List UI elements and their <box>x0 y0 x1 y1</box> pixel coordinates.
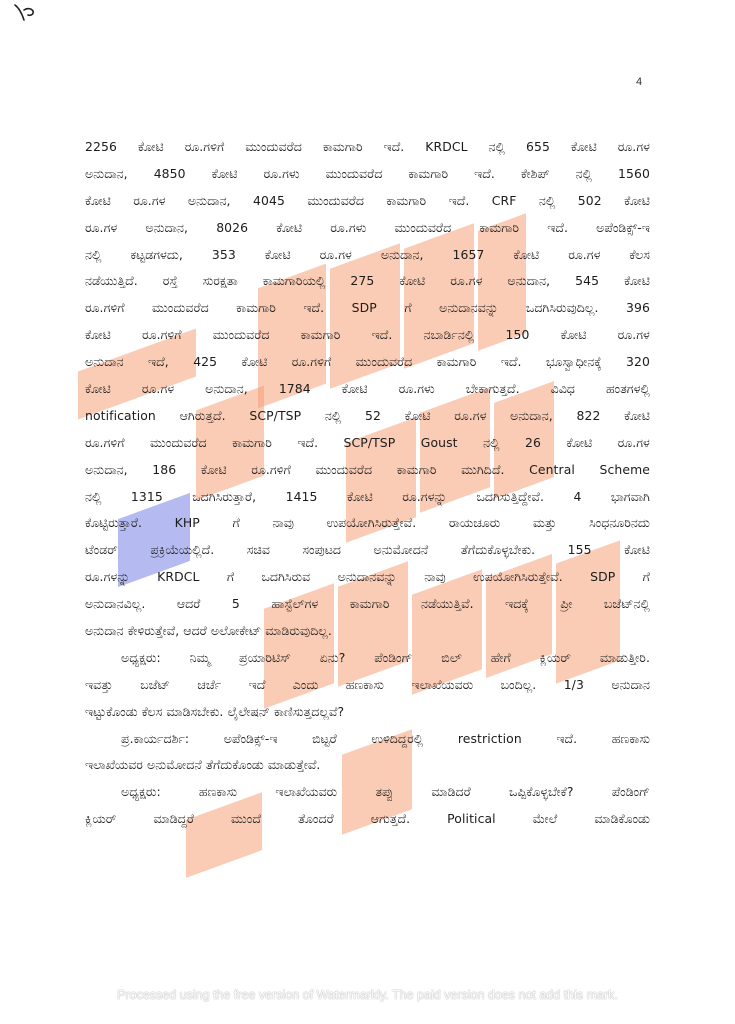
word: ಪ್ರೀ <box>560 596 573 612</box>
word: ಕೊಟ್ಟಿರುತ್ತಾರೆ. <box>85 515 143 531</box>
word: ಒದಗಿಸಿರುತ್ತಾರೆ, <box>192 488 257 504</box>
text-line <box>85 645 650 672</box>
word: ಹಣಕಾಸು <box>198 784 238 800</box>
word: ಮುಂದುವರೆದ <box>325 165 383 181</box>
word: ಕಾಮಗಾರಿಯಲ್ಲಿ <box>262 273 326 289</box>
text-line <box>85 806 650 833</box>
word: 425 <box>193 354 218 370</box>
word: ಇದೆ <box>248 676 266 692</box>
word: ರೂ.ಗಳನ್ನು <box>85 569 130 585</box>
word: ಮುಂದುವರೆದ <box>307 192 365 208</box>
word: ಇದೆ. <box>383 139 405 154</box>
word: ನಲ್ಲಿ <box>538 192 556 208</box>
word: ಕಾಮಗಾರಿ <box>322 139 363 154</box>
word: ಕೋಟಿ <box>264 246 291 262</box>
word: ಕೋಟಿ <box>624 273 650 289</box>
word: ಮುಂದೆ <box>231 811 261 827</box>
word: ಅನುದಾನ, <box>507 273 551 289</box>
word: ರೂ.ಗಳನ್ನು <box>402 488 448 504</box>
text-line <box>85 484 650 511</box>
word: ಬಿಲ್ <box>441 649 462 665</box>
word: ರೂ.ಗಳಿಗೆ <box>85 434 125 450</box>
word: ಗೆ <box>226 569 235 585</box>
word: ನಲ್ಲಿ <box>85 246 102 262</box>
word: ಅನುದಾನ, <box>145 219 189 235</box>
word: ರೂ.ಗಳ <box>617 139 650 154</box>
word: ರಾಯಚೂರು <box>448 515 501 531</box>
text-line <box>85 295 650 322</box>
word: ರೂ.ಗಳ <box>133 192 166 208</box>
word: ಅನುದಾನವಿಲ್ಲ. <box>85 596 146 612</box>
word: ಕೋಟಿ <box>341 381 368 397</box>
word: ರೂ.ಗಳ <box>617 434 650 450</box>
word: ಕೋಟಿ <box>137 139 164 154</box>
word: 320 <box>626 354 650 370</box>
word: ಇದೆ. <box>448 192 470 208</box>
word: ಇದೆ. <box>500 354 522 370</box>
word: ಇದೆ. <box>297 434 319 450</box>
word: ಇದೆ. <box>303 300 325 316</box>
word: ರೂ.ಗಳಿಗೆ <box>184 139 225 154</box>
text-line <box>85 564 650 591</box>
word: ಅಪೆಂಡಿಕ್ಸ್-ಇ <box>223 730 278 746</box>
word: ರೂ.ಗಳ <box>454 407 487 423</box>
word: ಗೆ <box>642 569 650 585</box>
word: ಕೋಟಿ <box>241 354 268 370</box>
word: ಪೆಂಡಿಂಗ್ <box>374 649 413 665</box>
word: ಮುಂದುವರೆದ <box>315 461 373 477</box>
word: ಅನುದಾನ, <box>510 407 553 423</box>
word: ಸಂಪುಟದ <box>302 542 342 558</box>
word: ಇದೆ. <box>474 165 495 181</box>
word: ಇದಕ್ಕೆ <box>505 596 529 612</box>
word: ಒದಗಿಸಿರುವುದಿಲ್ಲ. <box>525 300 599 316</box>
word: KRDCL <box>157 569 200 585</box>
word: ಇದೆ, <box>148 354 169 370</box>
word: ರೂ.ಗಳು <box>330 219 367 235</box>
word: ಕೋಟಿ <box>346 488 373 504</box>
word: ಒಪ್ಪಿಕೊಳ್ಳಬೇಕೆ? <box>508 784 574 800</box>
text-line <box>85 376 650 403</box>
word: ಬಂದಿಲ್ಲ. <box>500 676 537 692</box>
text-line <box>85 134 650 161</box>
word: ಒದಗಿಸುತ್ತಿದ್ದೇವೆ. <box>476 488 545 504</box>
text-line <box>85 430 650 457</box>
word: ಆಗಿರುತ್ತದೆ. <box>179 407 226 423</box>
word: ಆದರೆ <box>176 596 201 612</box>
word: ಮಾಡಿದ್ದರೆ <box>153 811 194 827</box>
word: ಹಣಕಾಸು <box>611 730 650 746</box>
word: ಅಧ್ಯಕ್ಷರು: <box>121 784 161 800</box>
word: 150 <box>505 327 530 343</box>
word: ಉಪಯೋಗಿಸಿರುತ್ತೇವೆ. <box>326 515 417 531</box>
word: ಅನುದಾನ, <box>85 165 128 181</box>
word: ಇದೆ. <box>371 327 393 343</box>
word: ರೂ.ಗಳಿಗೆ <box>291 354 332 370</box>
word: ಹಂತಗಳಲ್ಲಿ <box>605 381 650 397</box>
word: ನಲ್ಲಿ <box>324 407 342 423</box>
word: ಒದಗಿಸಿರುವ <box>261 569 311 585</box>
word: ಮುಂದುವರೆದ <box>150 434 207 450</box>
word: 155 <box>567 542 592 558</box>
page-number: 4 <box>636 76 643 88</box>
text-line <box>85 188 650 215</box>
word: 4850 <box>153 165 186 181</box>
text-line: ಇಲಾಖೆಯವರ ಅನುಮೋದನೆ ತೆಗೆದುಕೊಂಡು ಮಾಡುತ್ತೇವೆ. <box>85 757 321 773</box>
word: ಕೋಟಿ <box>200 461 227 477</box>
text-line <box>85 403 650 430</box>
word: 26 <box>524 434 541 450</box>
word: ಬೇಕಾಗುತ್ತದೆ. <box>465 381 520 397</box>
word: ರೂ.ಗಳಿಗೆ <box>251 461 291 477</box>
word: Political <box>447 811 496 827</box>
text-line: ಇಟ್ಟುಕೊಂಡು ಕೆಲಸ ಮಾಡಿಸಬೇಕು. ಲೈಲೇಷನ್ ಕಾಣಿಸುತ್ತದಲ್ಲವೆ? <box>85 703 345 719</box>
word: 1315 <box>130 488 163 504</box>
word: ನಲ್ಲಿ <box>483 434 500 450</box>
word: ಕೋಟಿ <box>566 434 593 450</box>
word: ಏನು? <box>319 649 346 665</box>
word: ಕೋಟಿ <box>85 327 111 343</box>
text-line <box>85 242 650 269</box>
text-line: ಅನುದಾನ ಕೇಳಿರುತ್ತೇವೆ, ಆದರೆ ಅಲೋಕೇಟ್ ಮಾಡಿರುವುದಿಲ್ಲ. <box>85 623 332 639</box>
word: ಇದೆ. <box>556 730 578 746</box>
word: ನಲ್ಲಿ <box>488 139 506 154</box>
word: ನಡೆಯುತ್ತಿವೆ. <box>420 596 474 612</box>
word: ಕೋಟಿ <box>624 192 650 208</box>
word: ಮುಂದುವರೆದ <box>394 219 452 235</box>
word: 275 <box>350 273 375 289</box>
word: Central <box>529 461 575 477</box>
word: 186 <box>152 461 177 477</box>
word: ನಿಮ್ಮ <box>189 649 211 665</box>
word: ಇಲಾಖೆಯವರು <box>411 676 474 692</box>
word: ಕೋಟಿ <box>624 407 650 423</box>
word: ರಸ್ತೆ <box>162 273 178 289</box>
word: ಮುಂದುವರೆದ <box>152 300 209 316</box>
word: ಕೋಟಿ <box>85 192 111 208</box>
word: ಪ್ರ.ಕಾರ್ಯದರ್ಶಿ: <box>121 730 190 746</box>
word: ಕಾಮಗಾರಿ <box>386 192 427 208</box>
word: ನಲ್ಲಿ <box>85 488 102 504</box>
word: 4 <box>573 488 582 504</box>
word: ಅನುದಾನ, <box>205 381 248 397</box>
text-line <box>85 349 650 376</box>
word: ಕಾಮಗಾರಿ <box>396 461 437 477</box>
word: ಅನುದಾನ, <box>187 192 231 208</box>
word: SDP <box>351 300 377 316</box>
text-line <box>85 672 650 699</box>
word: ರೂ.ಗಳಿಗೆ <box>142 327 182 343</box>
word: Scheme <box>599 461 650 477</box>
word: ಕಾಮಗಾರಿ <box>232 434 272 450</box>
word: ಸಚಿವ <box>246 542 270 558</box>
word: 5 <box>231 596 240 612</box>
word: ಪ್ರಕ್ರಿಯೆಯಲ್ಲಿದೆ. <box>150 542 215 558</box>
word: ಮಾಡುತ್ತೀರಿ. <box>599 649 650 665</box>
word: ಇದೆ. <box>547 219 568 235</box>
word: ಆಗುತ್ತದೆ. <box>370 811 411 827</box>
word: ಚರ್ಚೆ <box>197 676 222 692</box>
watermark-footer-text: Processed using the free version of Watermarkly. The paid version does not add this mark. <box>117 988 618 1002</box>
word: ಕಾಮಗಾರಿ <box>236 300 276 316</box>
word: ಮೇಲೆ <box>532 811 558 827</box>
word: 4045 <box>253 192 285 208</box>
word: SCP/TSP <box>343 434 396 450</box>
word: ರೂ.ಗಳಿಗೆ <box>85 300 125 316</box>
word: ತಪ್ಪು <box>375 784 394 800</box>
word: ತೆಗೆದುಕೊಳ್ಳಬೇಕು. <box>460 542 536 558</box>
text-line <box>85 457 650 484</box>
word: ಮತ್ತು <box>532 515 557 531</box>
word: ಮಾಡಿಕೊಂಡು <box>594 811 650 827</box>
word: ಅನುದಾನ <box>85 354 124 370</box>
word: ಕ್ಲಿಯರ್ <box>539 649 571 665</box>
word: ಕೋಟಿ <box>211 165 238 181</box>
word: ಸುರಕ್ಷತಾ <box>202 273 238 289</box>
word: ರೂ.ಗಳು <box>263 165 300 181</box>
word: 1657 <box>452 246 485 262</box>
word: 1784 <box>278 381 311 397</box>
word: ರೂ.ಗಳ <box>141 381 175 397</box>
word: ಕೋಟಿ <box>399 273 426 289</box>
text-line <box>85 779 650 806</box>
word: ನಾವು <box>272 515 294 531</box>
word: SDP <box>590 569 616 585</box>
word: ನಾವು <box>424 569 446 585</box>
word: ಕೋಟಿ <box>85 381 111 397</box>
word: Goust <box>420 434 458 450</box>
word: ಕೆಲಸ <box>629 246 650 262</box>
word: 655 <box>526 139 550 154</box>
word: 396 <box>626 300 650 316</box>
word: ರೂ.ಗಳ <box>319 246 352 262</box>
word: 502 <box>577 192 602 208</box>
word: ಕೋಟಿ <box>513 246 540 262</box>
word: ಅನುದಾನ <box>611 676 650 692</box>
word: ಇವತ್ತು <box>85 676 113 692</box>
word: 1560 <box>618 165 650 181</box>
word: ಸಿಂಧನೂರಿನದು <box>589 515 650 531</box>
word: 353 <box>211 246 236 262</box>
word: ರೂ.ಗಳ <box>450 273 483 289</box>
word: ಕೋಟಿ <box>624 542 650 558</box>
word: 52 <box>365 407 381 423</box>
word: ಕೇಶಿಪ್ <box>520 165 550 181</box>
word: ಮುಗಿದಿದೆ. <box>461 461 505 477</box>
word: ಬಜೆಟ್ <box>140 676 170 692</box>
word: 1/3 <box>563 676 584 692</box>
word: ರೂ.ಗಳ <box>568 246 601 262</box>
body-text <box>85 134 650 833</box>
word: ಉಳಿದಿದ್ದರಲ್ಲಿ <box>371 730 424 746</box>
word: ಮುಂದುವರೆದ <box>245 139 302 154</box>
word: ಮಾಡಿದರೆ <box>431 784 471 800</box>
word: ಅಧ್ಯಕ್ಷರು: <box>121 649 161 665</box>
word: ಬಜೆಟ್‌ನಲ್ಲಿ <box>603 596 650 612</box>
word: ಎಂದು <box>292 676 319 692</box>
word: ಕೋಟಿ <box>560 327 587 343</box>
word: ರೂ.ಗಳು <box>398 381 435 397</box>
word: ಕೋಟಿ <box>276 219 303 235</box>
word: SCP/TSP <box>249 407 302 423</box>
word: 822 <box>576 407 601 423</box>
word: ಕಾಮಗಾರಿ <box>408 165 449 181</box>
text-line <box>85 268 650 295</box>
word: ಇಲಾಖೆಯವರು <box>275 784 338 800</box>
text-line <box>85 726 650 753</box>
word: ಕೋಟಿ <box>404 407 431 423</box>
word: ಭೂಸ್ವಾಧೀನಕ್ಕೆ <box>545 354 602 370</box>
word: ತೊಂದರೆ <box>297 811 334 827</box>
word: notification <box>85 407 156 423</box>
word: ಗೆ <box>404 300 412 316</box>
word: ಹಣಕಾಸು <box>345 676 384 692</box>
word: ಅನುದಾನ, <box>380 246 424 262</box>
word: ಕಾಮಗಾರಿ <box>479 219 520 235</box>
word: ಅನುಮೋದನೆ <box>373 542 429 558</box>
word: ಮುಂದುವರೆದ <box>212 327 270 343</box>
word: ಪ್ರಯಾರಿಟಿಸ್ <box>238 649 291 665</box>
word: ಉಪಯೋಗಿಸಿರುತ್ತೇವೆ. <box>473 569 563 585</box>
text-line <box>85 537 650 564</box>
word: ಕೋಟಿ <box>570 139 597 154</box>
word: 545 <box>575 273 600 289</box>
word: ಗೆ <box>232 515 240 531</box>
word: KHP <box>174 515 200 531</box>
word: ಕ್ಲಿಯರ್ <box>85 811 117 827</box>
word: ಅಪೆಂಡಿಕ್ಸ್-ಇ <box>596 219 650 235</box>
word: ಭಾಗವಾಗಿ <box>610 488 650 504</box>
word: 2256 <box>85 139 117 154</box>
word: ಕಾಮಗಾರಿ <box>349 596 390 612</box>
handwritten-mark-icon <box>12 2 40 24</box>
text-line <box>85 215 650 242</box>
word: ಅನುದಾನ, <box>85 461 128 477</box>
word: ಕಾಮಗಾರಿ <box>300 327 341 343</box>
text-line <box>85 322 650 349</box>
word: ನಬಾರ್ಡಿನಲ್ಲಿ <box>423 327 475 343</box>
word: ರೂ.ಗಳ <box>85 219 118 235</box>
word: restriction <box>457 730 522 746</box>
word: ಅನುದಾನವನ್ನು <box>439 300 499 316</box>
word: ಹಾಸ್ಟೆಲ್‌ಗಳ <box>271 596 319 612</box>
word: KRDCL <box>425 139 468 154</box>
word: ಅನುದಾನವನ್ನು <box>337 569 397 585</box>
word: ಕಾಮಗಾರಿ <box>436 354 477 370</box>
text-line <box>85 510 650 537</box>
word: ರೂ.ಗಳ <box>617 327 650 343</box>
text-line <box>85 161 650 188</box>
word: ಮುಂದುವರೆದ <box>355 354 413 370</box>
word: ಪೆಂಡಿಂಗ್ <box>611 784 650 800</box>
word: ಬಿಟ್ಟರೆ <box>312 730 337 746</box>
word: 1415 <box>285 488 318 504</box>
word: CRF <box>491 192 517 208</box>
text-line <box>85 591 650 618</box>
word: ಕಟ್ಟಡಗಳದು, <box>130 246 183 262</box>
word: ಟೆಂಡರ್ <box>85 542 118 558</box>
word: ಹೇಗೆ <box>490 649 511 665</box>
word: 8026 <box>216 219 249 235</box>
word: ನಲ್ಲಿ <box>575 165 593 181</box>
word: ನಡೆಯುತ್ತಿದೆ. <box>85 273 138 289</box>
word: ವಿವಿಧ <box>550 381 575 397</box>
